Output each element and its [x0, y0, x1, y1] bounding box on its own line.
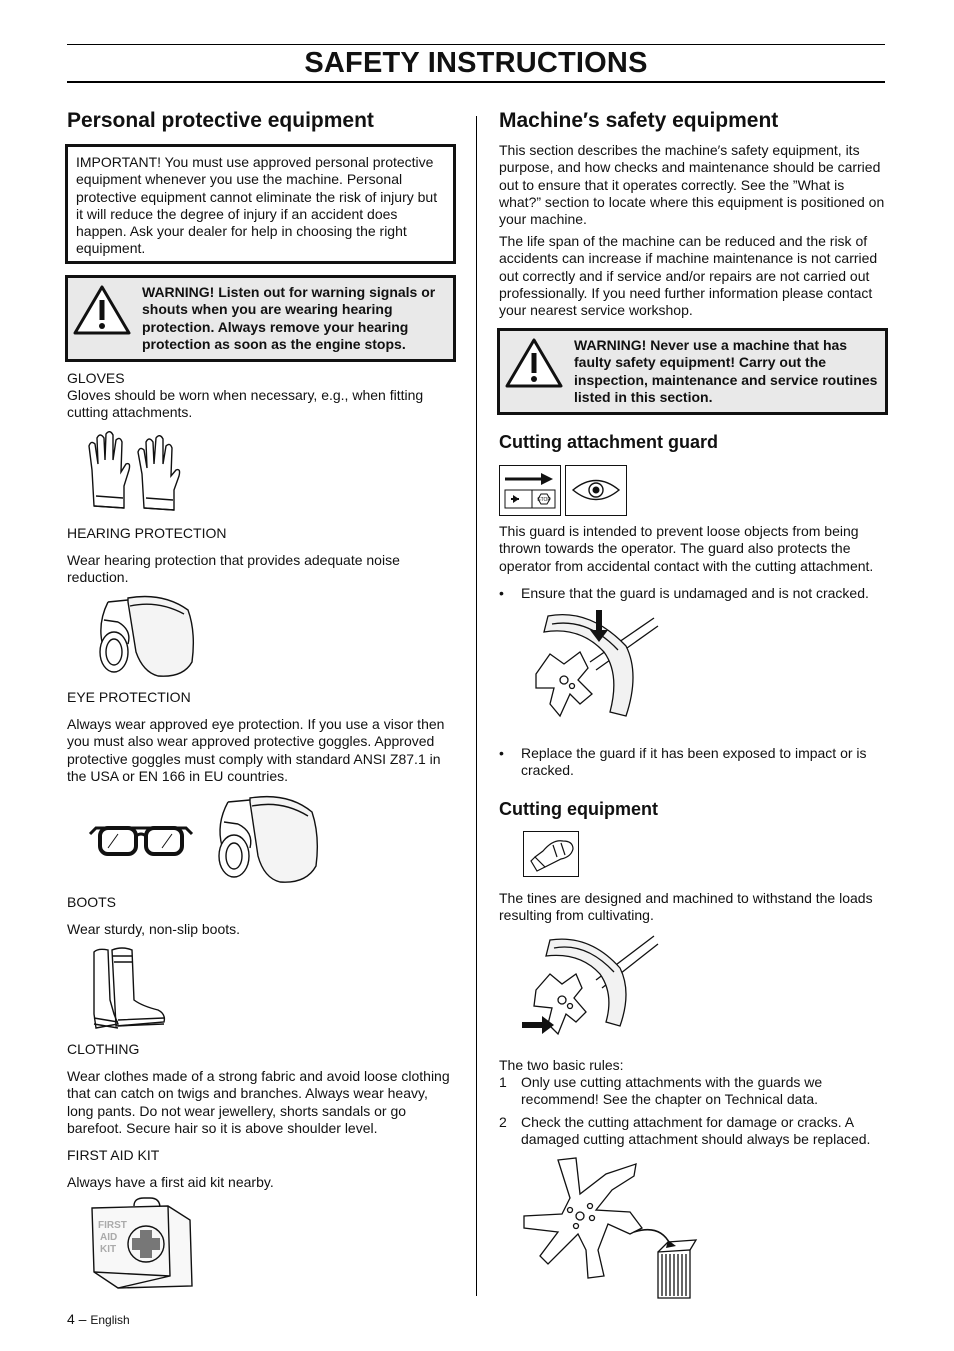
kit-line-2: AID: [100, 1232, 118, 1243]
page-number: 4 –: [67, 1311, 87, 1327]
clothing-text: Wear clothes made of a strong fabric and avoid loose clothing that can catch on twigs and branches. Always wear heavy, long pants. Do not wear jewellery, shorts sandals or go barefoot. Secure hair so it is above shoulder level.: [67, 1068, 450, 1136]
important-text: IMPORTANT! You must use approved personal protective equipment whenever you use the machine. Personal protective equipment cannot eliminate the risk of injury but it will reduce the degree of injury if an accident does happen. Ask your dealer for help in choosing the right equipment.: [76, 154, 438, 257]
safety-warning-box: [497, 328, 888, 415]
hearing-warning-text: WARNING! Listen out for warning signals or shouts when you are wearing hearing protection. Always remove your hearing protection as soon as the engine stops.: [142, 284, 436, 352]
equipment-text: The tines are designed and machined to withstand the loads resulting from cultivating.: [499, 890, 873, 924]
glove-symbol-icon: [523, 831, 579, 877]
firstaid-label: FIRST AID KIT: [67, 1147, 160, 1163]
footer: [67, 1311, 130, 1327]
header-bottom-rule: [67, 81, 885, 83]
guard-text: This guard is intended to prevent loose objects from being thrown towards the operator. The guard also protects the operator from accidental contact with the cutting attachment.: [499, 523, 874, 574]
visor-illustration: [206, 792, 322, 886]
hearing-warning-box: [65, 275, 456, 362]
warning-triangle-icon: [72, 284, 132, 336]
bullet-mark: •: [499, 745, 504, 761]
guard-bullet-1-text: Ensure that the guard is undamaged and is not cracked.: [521, 585, 869, 601]
bullet-mark: •: [499, 585, 504, 601]
kit-line-3: KIT: [100, 1244, 117, 1255]
first-aid-kit-illustration: [88, 1196, 198, 1290]
guard-check-illustration: [530, 604, 660, 736]
guard-bullet-2-text: Replace the guard if it has been exposed to impact or is cracked.: [521, 745, 867, 779]
column-divider: [476, 116, 477, 1296]
eye-label: EYE PROTECTION: [67, 689, 191, 705]
rule-1-text: Only use cutting attachments with the guards we recommend! See the chapter on Technical data.: [521, 1074, 823, 1108]
right-heading: Machine′s safety equipment: [499, 109, 779, 132]
gloves-illustration: [86, 428, 186, 514]
hearing-protection-illustration: [88, 592, 198, 680]
clothing-label: CLOTHING: [67, 1041, 140, 1057]
firstaid-text: Always have a first aid kit nearby.: [67, 1174, 274, 1190]
guard-heading: Cutting attachment guard: [499, 432, 718, 452]
boots-text: Wear sturdy, non-slip boots.: [67, 921, 241, 937]
footer-language: English: [90, 1313, 130, 1327]
stop-label: STOP: [537, 497, 551, 503]
guard-symbols: [499, 465, 629, 516]
safety-para-2: The life span of the machine can be reduced and the risk of accidents can increase if machine maintenance is not carried out correctly and if service and/or repairs are not carried out professionally. If you need further information please contact your nearest service workshop.: [499, 233, 878, 319]
left-heading: Personal protective equipment: [67, 109, 374, 132]
boots-illustration: [88, 944, 170, 1032]
gloves-text: Gloves should be worn when necessary, e.g., when fitting cutting attachments.: [67, 387, 424, 421]
warning-triangle-icon: [504, 337, 564, 389]
eye-text: Always wear approved eye protection. If you use a visor then you must also wear approved protective goggles. Approved protective goggles must comply with standard ANSI Z87.1 in the USA or EN 166 in EU countries.: [67, 716, 445, 784]
goggles-illustration: [88, 818, 194, 860]
hearing-label: HEARING PROTECTION: [67, 525, 227, 541]
rule-2-text: Check the cutting attachment for damage or cracks. A damaged cutting attachment should always be replaced.: [521, 1114, 871, 1148]
rule-2-number: 2: [499, 1114, 507, 1130]
gloves-label: GLOVES: [67, 370, 125, 386]
hearing-text: Wear hearing protection that provides adequate noise reduction.: [67, 552, 400, 586]
boots-label: BOOTS: [67, 894, 117, 910]
damaged-tine-illustration: [518, 1154, 698, 1300]
kit-line-1: FIRST: [98, 1220, 127, 1231]
rules-intro: The two basic rules:: [499, 1057, 624, 1073]
important-box: [65, 144, 456, 264]
equipment-heading: Cutting equipment: [499, 799, 658, 819]
safety-para-1: This section describes the machine′s safety equipment, its purpose, and how checks and maintenance should be carried out to ensure that it operates correctly. See the ”What is what?” section to locate where this equipment is positioned on your machine.: [499, 142, 885, 228]
tines-illustration: [520, 930, 660, 1046]
page-title: SAFETY INSTRUCTIONS: [304, 47, 648, 79]
safety-warning-text: WARNING! Never use a machine that has faulty safety equipment! Carry out the inspection, maintenance and service routines listed in this section.: [574, 337, 878, 405]
rule-1-number: 1: [499, 1074, 507, 1090]
